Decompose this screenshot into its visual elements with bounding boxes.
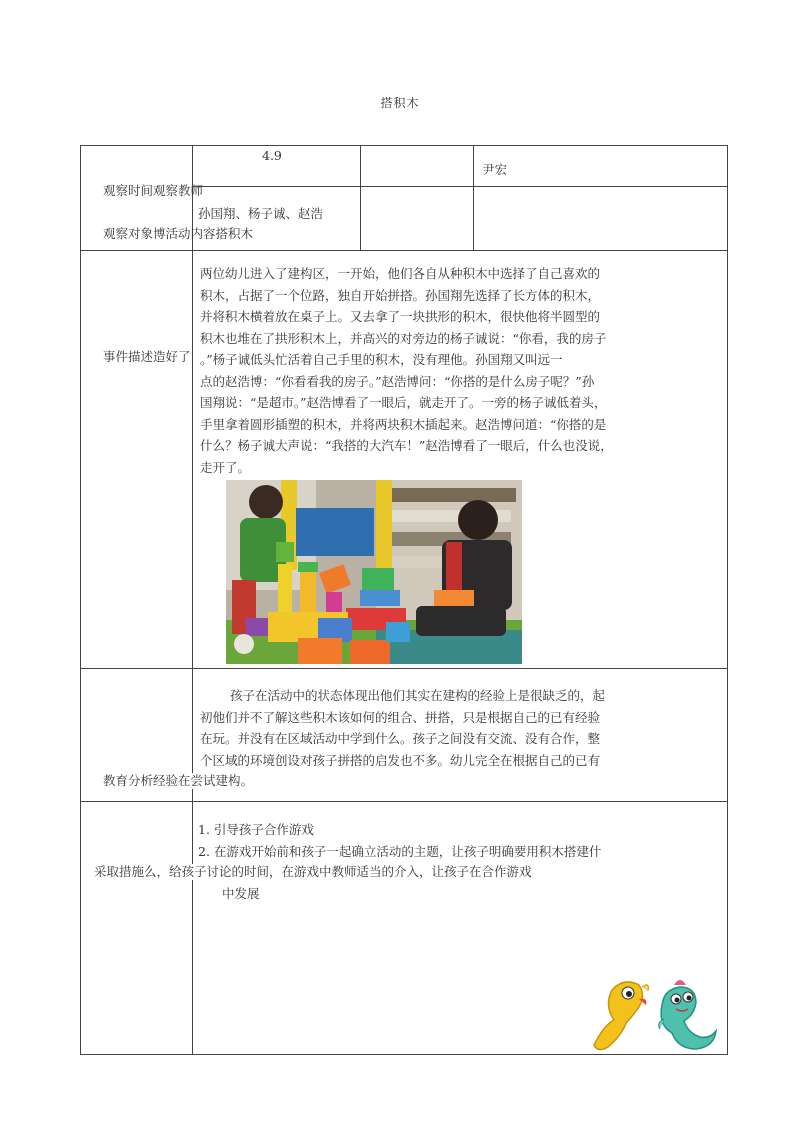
table-rule bbox=[80, 668, 728, 669]
table-rule bbox=[360, 145, 361, 250]
date-value: 4.9 bbox=[262, 148, 282, 163]
analysis-line: 个区域的环境创设对孩子拼搭的启发也不多。幼儿完全在根据自己的已有 bbox=[200, 752, 601, 768]
analysis-line: 在玩。并没有在区域活动中学到什么。孩子之间没有交流、没有合作，整 bbox=[200, 731, 601, 746]
event-line: 并将积木横着放在桌子上。又去拿了一块拱形的积木，很快他将半圆型的 bbox=[200, 309, 601, 324]
measures-label: 采取措施么，给孩子讨论的时间，在游戏中教师适当的介入，让孩子在合作游戏 bbox=[94, 864, 532, 879]
row2-label: 观察对象博活动内容搭积木 bbox=[103, 226, 254, 241]
analysis-text bbox=[200, 685, 605, 771]
mascot-illustration bbox=[584, 975, 726, 1055]
measures-line: 1. 引导孩子合作游戏 bbox=[198, 822, 314, 837]
event-line: 手里拿着圆形插塑的积木，并将两块积木插起来。赵浩博问道：“你搭的是 bbox=[200, 416, 607, 432]
event-description bbox=[200, 263, 613, 478]
event-line: 积木，占据了一个位路，独自开始拼搭。孙国翔先选择了长方体的积木， bbox=[200, 287, 601, 303]
children-blocks-photo bbox=[226, 480, 522, 664]
table-rule bbox=[192, 186, 728, 187]
event-line: 什么？杨子诚大声说：“我搭的大汽车！”赵浩博看了一眼后，什么也没说， bbox=[200, 438, 613, 453]
document-title: 搭积木 bbox=[380, 96, 420, 110]
table-rule bbox=[80, 250, 728, 251]
yellow-seahorse-mascot bbox=[594, 982, 648, 1050]
table-rule bbox=[80, 145, 81, 1054]
table-rule bbox=[727, 145, 728, 1054]
table-rule bbox=[473, 145, 474, 250]
event-line: 国翔说：“是超市。”赵浩博看了一眼后，就走开了。一旁的杨子诚低着头， bbox=[200, 395, 607, 410]
measures-tail: 中发展 bbox=[222, 886, 260, 901]
teacher-value: 尹宏 bbox=[482, 162, 508, 177]
analysis-line: 孩子在活动中的状态体现出他们其实在建构的经验上是很缺乏的，起 bbox=[230, 688, 606, 703]
measures-text bbox=[198, 819, 601, 862]
measures-line: 2. 在游戏开始前和孩子一起确立活动的主题，让孩子明确要用积木搭建什 bbox=[198, 843, 602, 859]
event-line: 积木也堆在了拱形积木上，并高兴的对旁边的杨子诚说：“你看，我的房子 bbox=[200, 330, 607, 346]
table-rule bbox=[80, 801, 728, 802]
analysis-line: 初他们并不了解这些积木该如何的组合、拼搭，只是根据自己的已有经验 bbox=[200, 709, 601, 725]
event-line: 走开了。 bbox=[200, 459, 251, 475]
table-rule bbox=[192, 145, 193, 1054]
row1-label: 观察时间观察教师 bbox=[103, 183, 204, 198]
table-rule bbox=[80, 145, 728, 146]
analysis-label: 教育分析经验在尝试建构。 bbox=[103, 773, 254, 788]
teal-seahorse-mascot bbox=[659, 980, 716, 1049]
subjects-value: 孙国翔、杨子诚、赵浩 bbox=[198, 206, 324, 221]
event-line: 两位幼儿进入了建构区，一开始，他们各自从种积木中选择了自己喜欢的 bbox=[200, 266, 601, 281]
event-line: 点的赵浩博：“你看看我的房子。”赵浩博问：“你搭的是什么房子呢？”孙 bbox=[200, 373, 595, 389]
event-label: 事件描述造好了 bbox=[103, 349, 191, 364]
event-line: 。”杨子诚低头忙活着自己手里的积木，没有理他。孙国翔又叫远一 bbox=[200, 352, 563, 367]
